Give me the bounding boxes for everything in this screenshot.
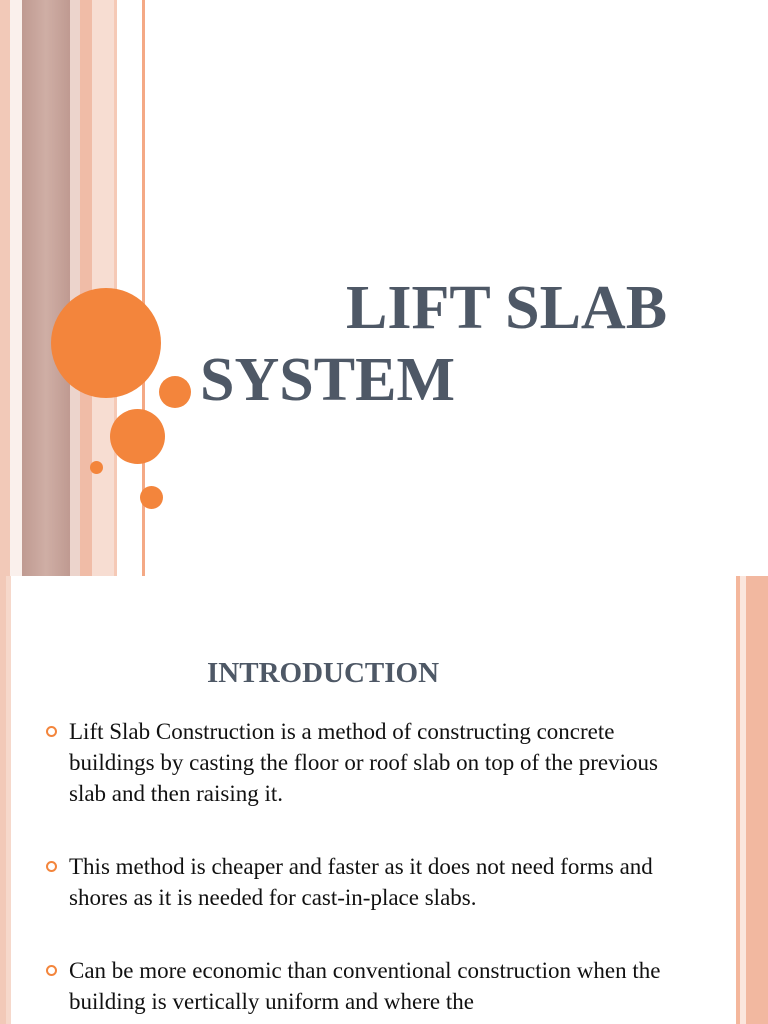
introduction-slide <box>0 576 768 1024</box>
bullet-text: Lift Slab Construction is a method of constructing concrete buildings by casting the floor or roof slab on top of the previous slab and then raising it. <box>69 719 658 806</box>
decorative-orange-circle <box>159 376 191 408</box>
bullet-item <box>46 716 696 809</box>
bullet-text: This method is cheaper and faster as it does not need forms and shores as it is needed for cast-in-place slabs. <box>69 854 653 910</box>
decorative-orange-circle <box>140 486 163 509</box>
circle-bullet-icon <box>46 726 57 737</box>
circle-bullet-icon <box>46 861 57 872</box>
left-decorative-stripe <box>80 0 92 576</box>
left-decorative-stripe <box>0 0 10 576</box>
decorative-orange-circle <box>51 288 161 398</box>
left-decorative-stripe <box>10 0 22 576</box>
slide-title-line-1: LIFT SLAB <box>346 274 668 342</box>
circle-bullet-icon <box>46 965 57 976</box>
bullet-list <box>46 716 696 1017</box>
decorative-orange-circle <box>90 461 103 474</box>
slide-title-line-2: SYSTEM <box>200 346 455 414</box>
bullet-item <box>46 955 696 1017</box>
section-heading: INTRODUCTION <box>207 657 440 689</box>
slide-title <box>200 272 667 416</box>
bullet-text: Can be more economic than conventional construction when the building is vertically uniform and where the <box>69 958 661 1014</box>
left-edge-stripe <box>6 576 11 1024</box>
right-decorative-stripe <box>746 576 768 1024</box>
bullet-item <box>46 851 696 913</box>
left-decorative-stripe <box>70 0 80 576</box>
decorative-orange-circle <box>110 409 165 464</box>
left-decorative-stripe <box>22 0 70 576</box>
